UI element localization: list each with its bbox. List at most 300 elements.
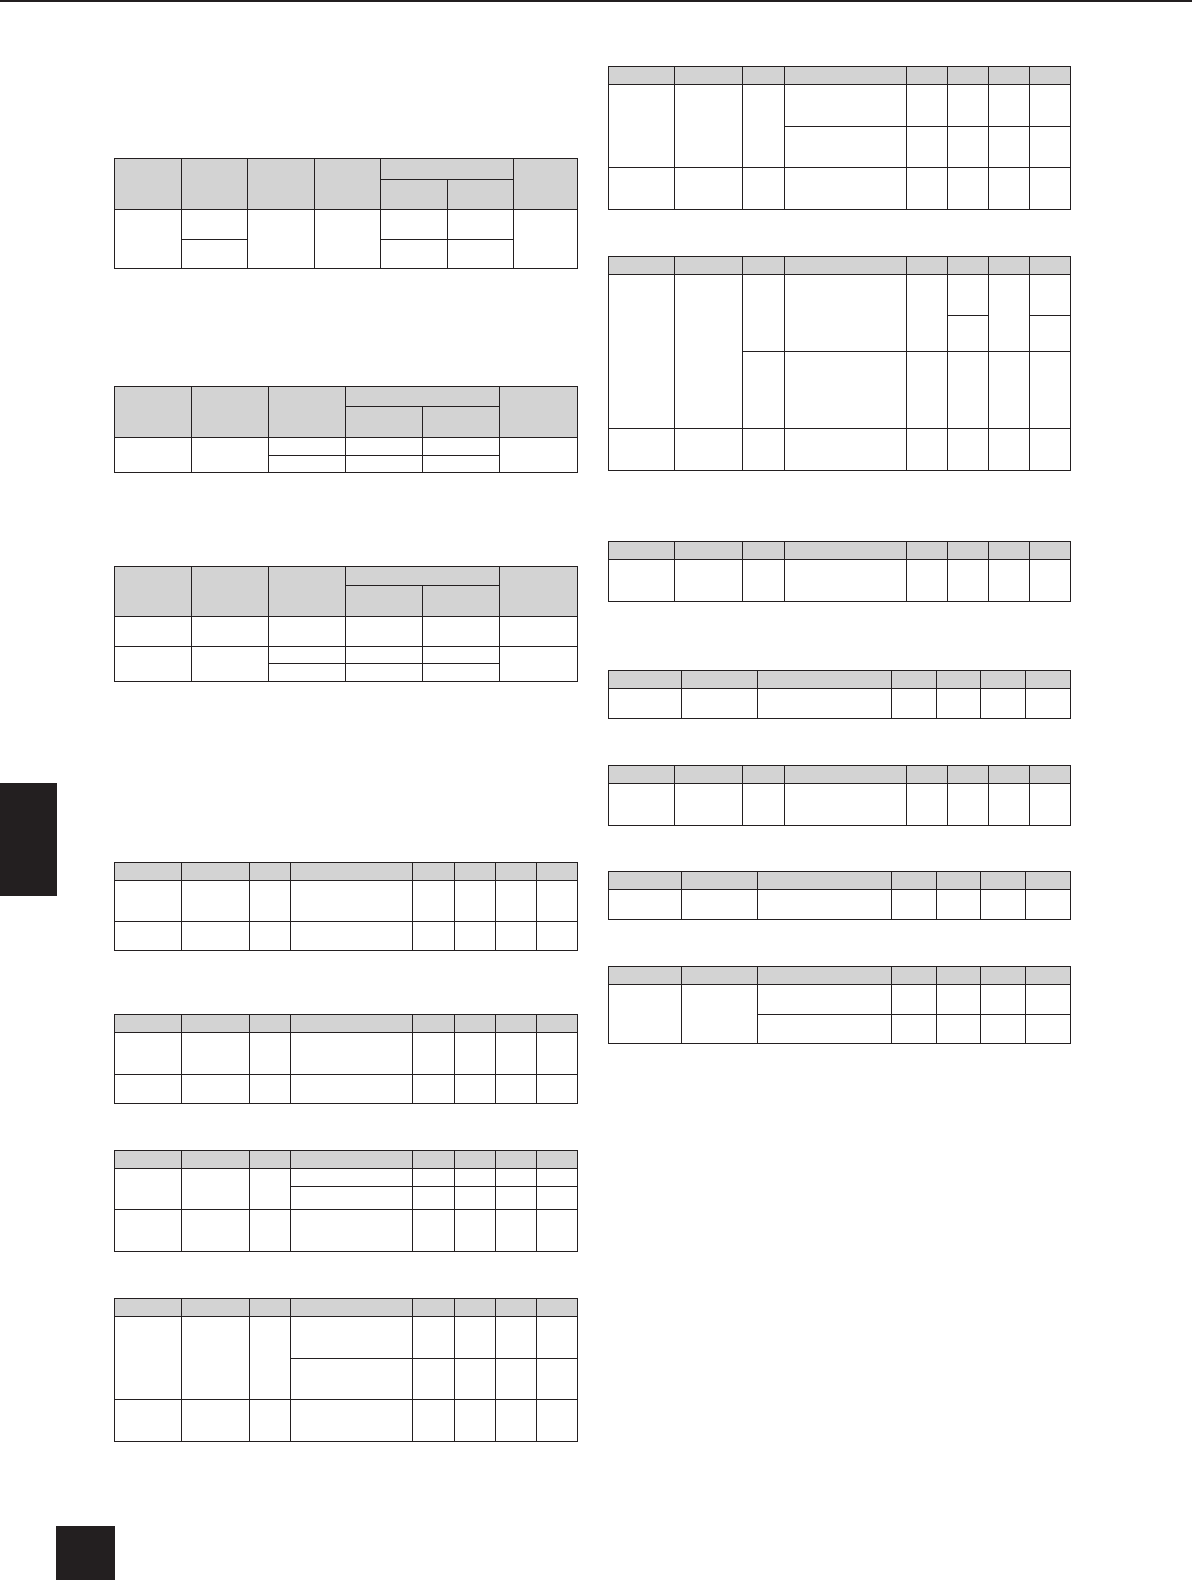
- table-cell: [115, 438, 192, 473]
- header-cell: [937, 967, 981, 985]
- header-cell: [496, 863, 537, 881]
- header-cell: [609, 257, 675, 275]
- header-cell: [455, 863, 496, 881]
- table-header-row: [609, 766, 1071, 784]
- table-cell: [182, 1075, 250, 1104]
- table-row: [609, 560, 1071, 602]
- table-cell: [381, 240, 448, 269]
- table-row: [609, 784, 1071, 826]
- header-cell: [381, 159, 514, 180]
- table-cell: [413, 1317, 455, 1359]
- table-cell: [1030, 275, 1071, 316]
- header-cell: [948, 257, 989, 275]
- header-cell: [907, 257, 948, 275]
- table-cell: [989, 127, 1030, 168]
- table-cell: [248, 210, 315, 269]
- header-cell: [346, 387, 500, 407]
- header-cell: [758, 872, 892, 890]
- header-cell: [892, 671, 937, 689]
- table-cell: [115, 1317, 182, 1400]
- table-cell: [989, 784, 1030, 826]
- spec-table-5: [114, 1014, 578, 1104]
- table-cell: [981, 985, 1026, 1015]
- table-cell: [455, 1033, 496, 1075]
- table-cell: [537, 1169, 578, 1187]
- table-cell: [455, 1359, 496, 1400]
- table-header-row: [609, 967, 1071, 985]
- table-cell: [269, 456, 346, 473]
- table-row: [115, 1169, 578, 1187]
- table-cell: [537, 1187, 578, 1210]
- table-header-row: [115, 567, 578, 586]
- table-cell: [291, 1187, 413, 1210]
- table-cell: [182, 1210, 250, 1252]
- table-cell: [250, 1075, 291, 1104]
- table-cell: [423, 617, 500, 647]
- table-cell: [937, 689, 981, 719]
- table-cell: [423, 664, 500, 682]
- header-cell: [423, 407, 500, 438]
- header-cell: [381, 180, 448, 210]
- table-cell: [182, 240, 248, 269]
- header-cell: [758, 671, 892, 689]
- table-cell: [455, 1169, 496, 1187]
- header-cell: [115, 863, 182, 881]
- table-row: [609, 890, 1071, 920]
- table-cell: [743, 85, 785, 168]
- header-cell: [937, 671, 981, 689]
- table-cell: [455, 881, 496, 922]
- table-cell: [455, 1317, 496, 1359]
- table-cell: [423, 456, 500, 473]
- header-cell: [675, 67, 743, 85]
- header-cell: [981, 671, 1026, 689]
- header-cell: [675, 766, 743, 784]
- header-cell: [948, 67, 989, 85]
- table-cell: [250, 922, 291, 951]
- header-cell: [981, 967, 1026, 985]
- table-cell: [609, 560, 675, 602]
- header-cell: [537, 1299, 578, 1317]
- table-cell: [1026, 1015, 1071, 1044]
- table-cell: [785, 168, 907, 210]
- table-cell: [937, 890, 981, 920]
- table-cell: [537, 881, 578, 922]
- table-cell: [346, 617, 423, 647]
- header-cell: [609, 872, 682, 890]
- table-header-row: [115, 863, 578, 881]
- table-header-row: [609, 872, 1071, 890]
- header-cell: [937, 872, 981, 890]
- table-cell: [496, 1169, 537, 1187]
- spec-table-2: [114, 386, 578, 473]
- table-cell: [892, 985, 937, 1015]
- table-row: [115, 881, 578, 922]
- table-cell: [989, 429, 1030, 471]
- table-cell: [115, 617, 192, 647]
- table-cell: [937, 985, 981, 1015]
- table-cell: [1026, 985, 1071, 1015]
- table-cell: [1030, 352, 1071, 429]
- table-cell: [413, 881, 455, 922]
- table-cell: [496, 922, 537, 951]
- table-cell: [981, 1015, 1026, 1044]
- spec-table-13: [608, 871, 1071, 920]
- header-cell: [192, 567, 269, 617]
- header-cell: [115, 159, 182, 210]
- table-cell: [448, 210, 514, 240]
- table-cell: [682, 985, 758, 1044]
- table-cell: [758, 689, 892, 719]
- table-cell: [291, 1033, 413, 1075]
- table-cell: [455, 1187, 496, 1210]
- table-cell: [785, 275, 907, 352]
- table-cell: [743, 560, 785, 602]
- table-cell: [413, 1187, 455, 1210]
- table-cell: [291, 881, 413, 922]
- header-cell: [609, 542, 675, 560]
- table-cell: [496, 1187, 537, 1210]
- table-cell: [675, 429, 743, 471]
- table-cell: [315, 210, 381, 269]
- header-cell: [743, 257, 785, 275]
- table-cell: [682, 890, 758, 920]
- header-cell: [500, 387, 578, 438]
- table-cell: [743, 352, 785, 429]
- header-cell: [1030, 766, 1071, 784]
- table-cell: [291, 1169, 413, 1187]
- table-cell: [115, 1075, 182, 1104]
- table-cell: [291, 1210, 413, 1252]
- header-cell: [537, 863, 578, 881]
- header-cell: [1030, 542, 1071, 560]
- table-cell: [989, 85, 1030, 127]
- header-cell: [1026, 872, 1071, 890]
- header-cell: [892, 967, 937, 985]
- table-cell: [981, 890, 1026, 920]
- table-cell: [743, 168, 785, 210]
- header-cell: [250, 1015, 291, 1033]
- table-header-row: [115, 387, 578, 407]
- table-cell: [115, 922, 182, 951]
- table-row: [609, 429, 1071, 471]
- table-cell: [948, 127, 989, 168]
- header-cell: [291, 863, 413, 881]
- header-cell: [675, 542, 743, 560]
- header-cell: [682, 671, 758, 689]
- table-cell: [115, 647, 192, 682]
- table-cell: [500, 647, 578, 682]
- table-header-row: [115, 1015, 578, 1033]
- header-cell: [455, 1151, 496, 1169]
- spec-table-4: [114, 862, 578, 951]
- top-rule: [0, 0, 1192, 2]
- table-cell: [948, 429, 989, 471]
- table-cell: [785, 429, 907, 471]
- table-cell: [907, 127, 948, 168]
- table-cell: [682, 689, 758, 719]
- table-cell: [115, 1033, 182, 1075]
- table-cell: [500, 438, 578, 473]
- table-cell: [182, 1033, 250, 1075]
- table-cell: [989, 560, 1030, 602]
- table-cell: [269, 617, 346, 647]
- header-cell: [423, 586, 500, 617]
- header-cell: [1030, 257, 1071, 275]
- table-cell: [115, 1400, 182, 1442]
- table-cell: [269, 647, 346, 664]
- spec-table-6: [114, 1150, 578, 1252]
- table-cell: [537, 922, 578, 951]
- table-cell: [250, 1317, 291, 1400]
- table-cell: [937, 1015, 981, 1044]
- table-cell: [115, 1169, 182, 1210]
- table-cell: [1030, 85, 1071, 127]
- table-cell: [892, 689, 937, 719]
- header-cell: [948, 766, 989, 784]
- table-row: [115, 922, 578, 951]
- spec-table-10: [608, 541, 1071, 602]
- header-cell: [785, 542, 907, 560]
- header-cell: [248, 159, 315, 210]
- header-cell: [192, 387, 269, 438]
- spec-table-8: [608, 66, 1071, 210]
- table-row: [609, 689, 1071, 719]
- table-cell: [907, 784, 948, 826]
- table-cell: [609, 985, 682, 1044]
- table-row: [115, 1210, 578, 1252]
- table-cell: [291, 1359, 413, 1400]
- spec-table-9: [608, 256, 1071, 471]
- header-cell: [413, 1151, 455, 1169]
- table-cell: [675, 85, 743, 168]
- table-cell: [609, 890, 682, 920]
- header-cell: [269, 567, 346, 617]
- table-cell: [413, 1169, 455, 1187]
- header-cell: [907, 766, 948, 784]
- table-cell: [609, 275, 675, 429]
- table-cell: [182, 1400, 250, 1442]
- table-cell: [743, 275, 785, 352]
- header-cell: [989, 542, 1030, 560]
- header-cell: [743, 67, 785, 85]
- table-cell: [413, 1400, 455, 1442]
- table-cell: [448, 240, 514, 269]
- table-cell: [948, 85, 989, 127]
- table-cell: [500, 617, 578, 647]
- table-cell: [115, 881, 182, 922]
- table-row: [609, 168, 1071, 210]
- table-cell: [250, 1400, 291, 1442]
- table-cell: [1030, 168, 1071, 210]
- table-cell: [609, 784, 675, 826]
- header-cell: [537, 1015, 578, 1033]
- table-cell: [182, 1317, 250, 1400]
- table-cell: [346, 664, 423, 682]
- header-cell: [346, 586, 423, 617]
- table-cell: [675, 168, 743, 210]
- table-row: [115, 1075, 578, 1104]
- table-cell: [496, 1033, 537, 1075]
- header-cell: [291, 1151, 413, 1169]
- table-cell: [192, 617, 269, 647]
- header-cell: [448, 180, 514, 210]
- header-cell: [115, 387, 192, 438]
- section-tab: [0, 783, 57, 896]
- table-row: [115, 1317, 578, 1359]
- table-cell: [182, 922, 250, 951]
- header-cell: [537, 1151, 578, 1169]
- header-cell: [948, 542, 989, 560]
- table-cell: [115, 210, 182, 269]
- table-header-row: [609, 67, 1071, 85]
- table-cell: [514, 210, 578, 269]
- table-cell: [785, 784, 907, 826]
- header-cell: [291, 1299, 413, 1317]
- header-cell: [981, 872, 1026, 890]
- header-cell: [115, 1299, 182, 1317]
- table-cell: [455, 1210, 496, 1252]
- header-cell: [514, 159, 578, 210]
- header-cell: [785, 67, 907, 85]
- table-cell: [423, 438, 500, 456]
- table-cell: [346, 456, 423, 473]
- header-cell: [182, 863, 250, 881]
- header-cell: [346, 407, 423, 438]
- table-cell: [948, 560, 989, 602]
- page-number-block: [56, 1526, 115, 1580]
- header-cell: [182, 1015, 250, 1033]
- header-cell: [182, 159, 248, 210]
- table-row: [115, 438, 578, 456]
- table-row: [115, 1033, 578, 1075]
- table-cell: [907, 275, 948, 352]
- header-cell: [182, 1299, 250, 1317]
- table-cell: [423, 647, 500, 664]
- table-cell: [496, 881, 537, 922]
- table-cell: [675, 784, 743, 826]
- table-cell: [892, 890, 937, 920]
- header-cell: [413, 1299, 455, 1317]
- table-cell: [250, 1210, 291, 1252]
- table-cell: [496, 1359, 537, 1400]
- table-row: [609, 275, 1071, 316]
- table-cell: [455, 1400, 496, 1442]
- table-cell: [1030, 560, 1071, 602]
- header-cell: [989, 67, 1030, 85]
- table-cell: [948, 316, 989, 352]
- table-cell: [609, 689, 682, 719]
- header-cell: [609, 967, 682, 985]
- table-cell: [1030, 429, 1071, 471]
- table-cell: [537, 1400, 578, 1442]
- table-header-row: [609, 671, 1071, 689]
- header-cell: [907, 67, 948, 85]
- header-cell: [785, 766, 907, 784]
- header-cell: [743, 766, 785, 784]
- table-cell: [537, 1210, 578, 1252]
- header-cell: [115, 1015, 182, 1033]
- header-cell: [989, 766, 1030, 784]
- header-cell: [455, 1299, 496, 1317]
- table-cell: [346, 438, 423, 456]
- header-cell: [907, 542, 948, 560]
- table-header-row: [115, 1299, 578, 1317]
- header-cell: [182, 1151, 250, 1169]
- table-cell: [250, 1033, 291, 1075]
- header-cell: [989, 257, 1030, 275]
- header-cell: [269, 387, 346, 438]
- table-cell: [537, 1317, 578, 1359]
- table-cell: [455, 922, 496, 951]
- table-cell: [1026, 689, 1071, 719]
- table-cell: [948, 352, 989, 429]
- table-cell: [537, 1075, 578, 1104]
- table-cell: [907, 168, 948, 210]
- header-cell: [496, 1299, 537, 1317]
- header-cell: [115, 1151, 182, 1169]
- table-cell: [291, 922, 413, 951]
- table-row: [609, 85, 1071, 127]
- table-cell: [989, 352, 1030, 429]
- table-cell: [1030, 127, 1071, 168]
- header-cell: [250, 863, 291, 881]
- table-cell: [182, 881, 250, 922]
- header-cell: [743, 542, 785, 560]
- table-cell: [182, 1169, 250, 1210]
- header-cell: [892, 872, 937, 890]
- table-cell: [413, 1033, 455, 1075]
- table-cell: [758, 985, 892, 1015]
- header-cell: [682, 967, 758, 985]
- table-cell: [496, 1210, 537, 1252]
- table-cell: [182, 210, 248, 240]
- table-cell: [675, 560, 743, 602]
- table-row: [115, 210, 578, 240]
- spec-table-3: [114, 566, 578, 682]
- table-cell: [192, 438, 269, 473]
- table-cell: [907, 560, 948, 602]
- table-cell: [269, 664, 346, 682]
- spec-table-11: [608, 670, 1071, 719]
- table-cell: [192, 647, 269, 682]
- header-cell: [1026, 671, 1071, 689]
- table-cell: [291, 1317, 413, 1359]
- header-cell: [455, 1015, 496, 1033]
- table-cell: [675, 275, 743, 429]
- header-cell: [609, 67, 675, 85]
- table-cell: [413, 922, 455, 951]
- table-cell: [743, 429, 785, 471]
- header-cell: [250, 1299, 291, 1317]
- header-cell: [758, 967, 892, 985]
- table-cell: [892, 1015, 937, 1044]
- table-cell: [785, 127, 907, 168]
- table-cell: [455, 1075, 496, 1104]
- table-cell: [1026, 890, 1071, 920]
- table-cell: [758, 890, 892, 920]
- header-cell: [115, 567, 192, 617]
- header-cell: [675, 257, 743, 275]
- table-cell: [1030, 316, 1071, 352]
- header-cell: [500, 567, 578, 617]
- table-cell: [948, 275, 989, 316]
- table-cell: [537, 1033, 578, 1075]
- table-cell: [346, 647, 423, 664]
- table-cell: [496, 1317, 537, 1359]
- table-cell: [758, 1015, 892, 1044]
- header-cell: [413, 1015, 455, 1033]
